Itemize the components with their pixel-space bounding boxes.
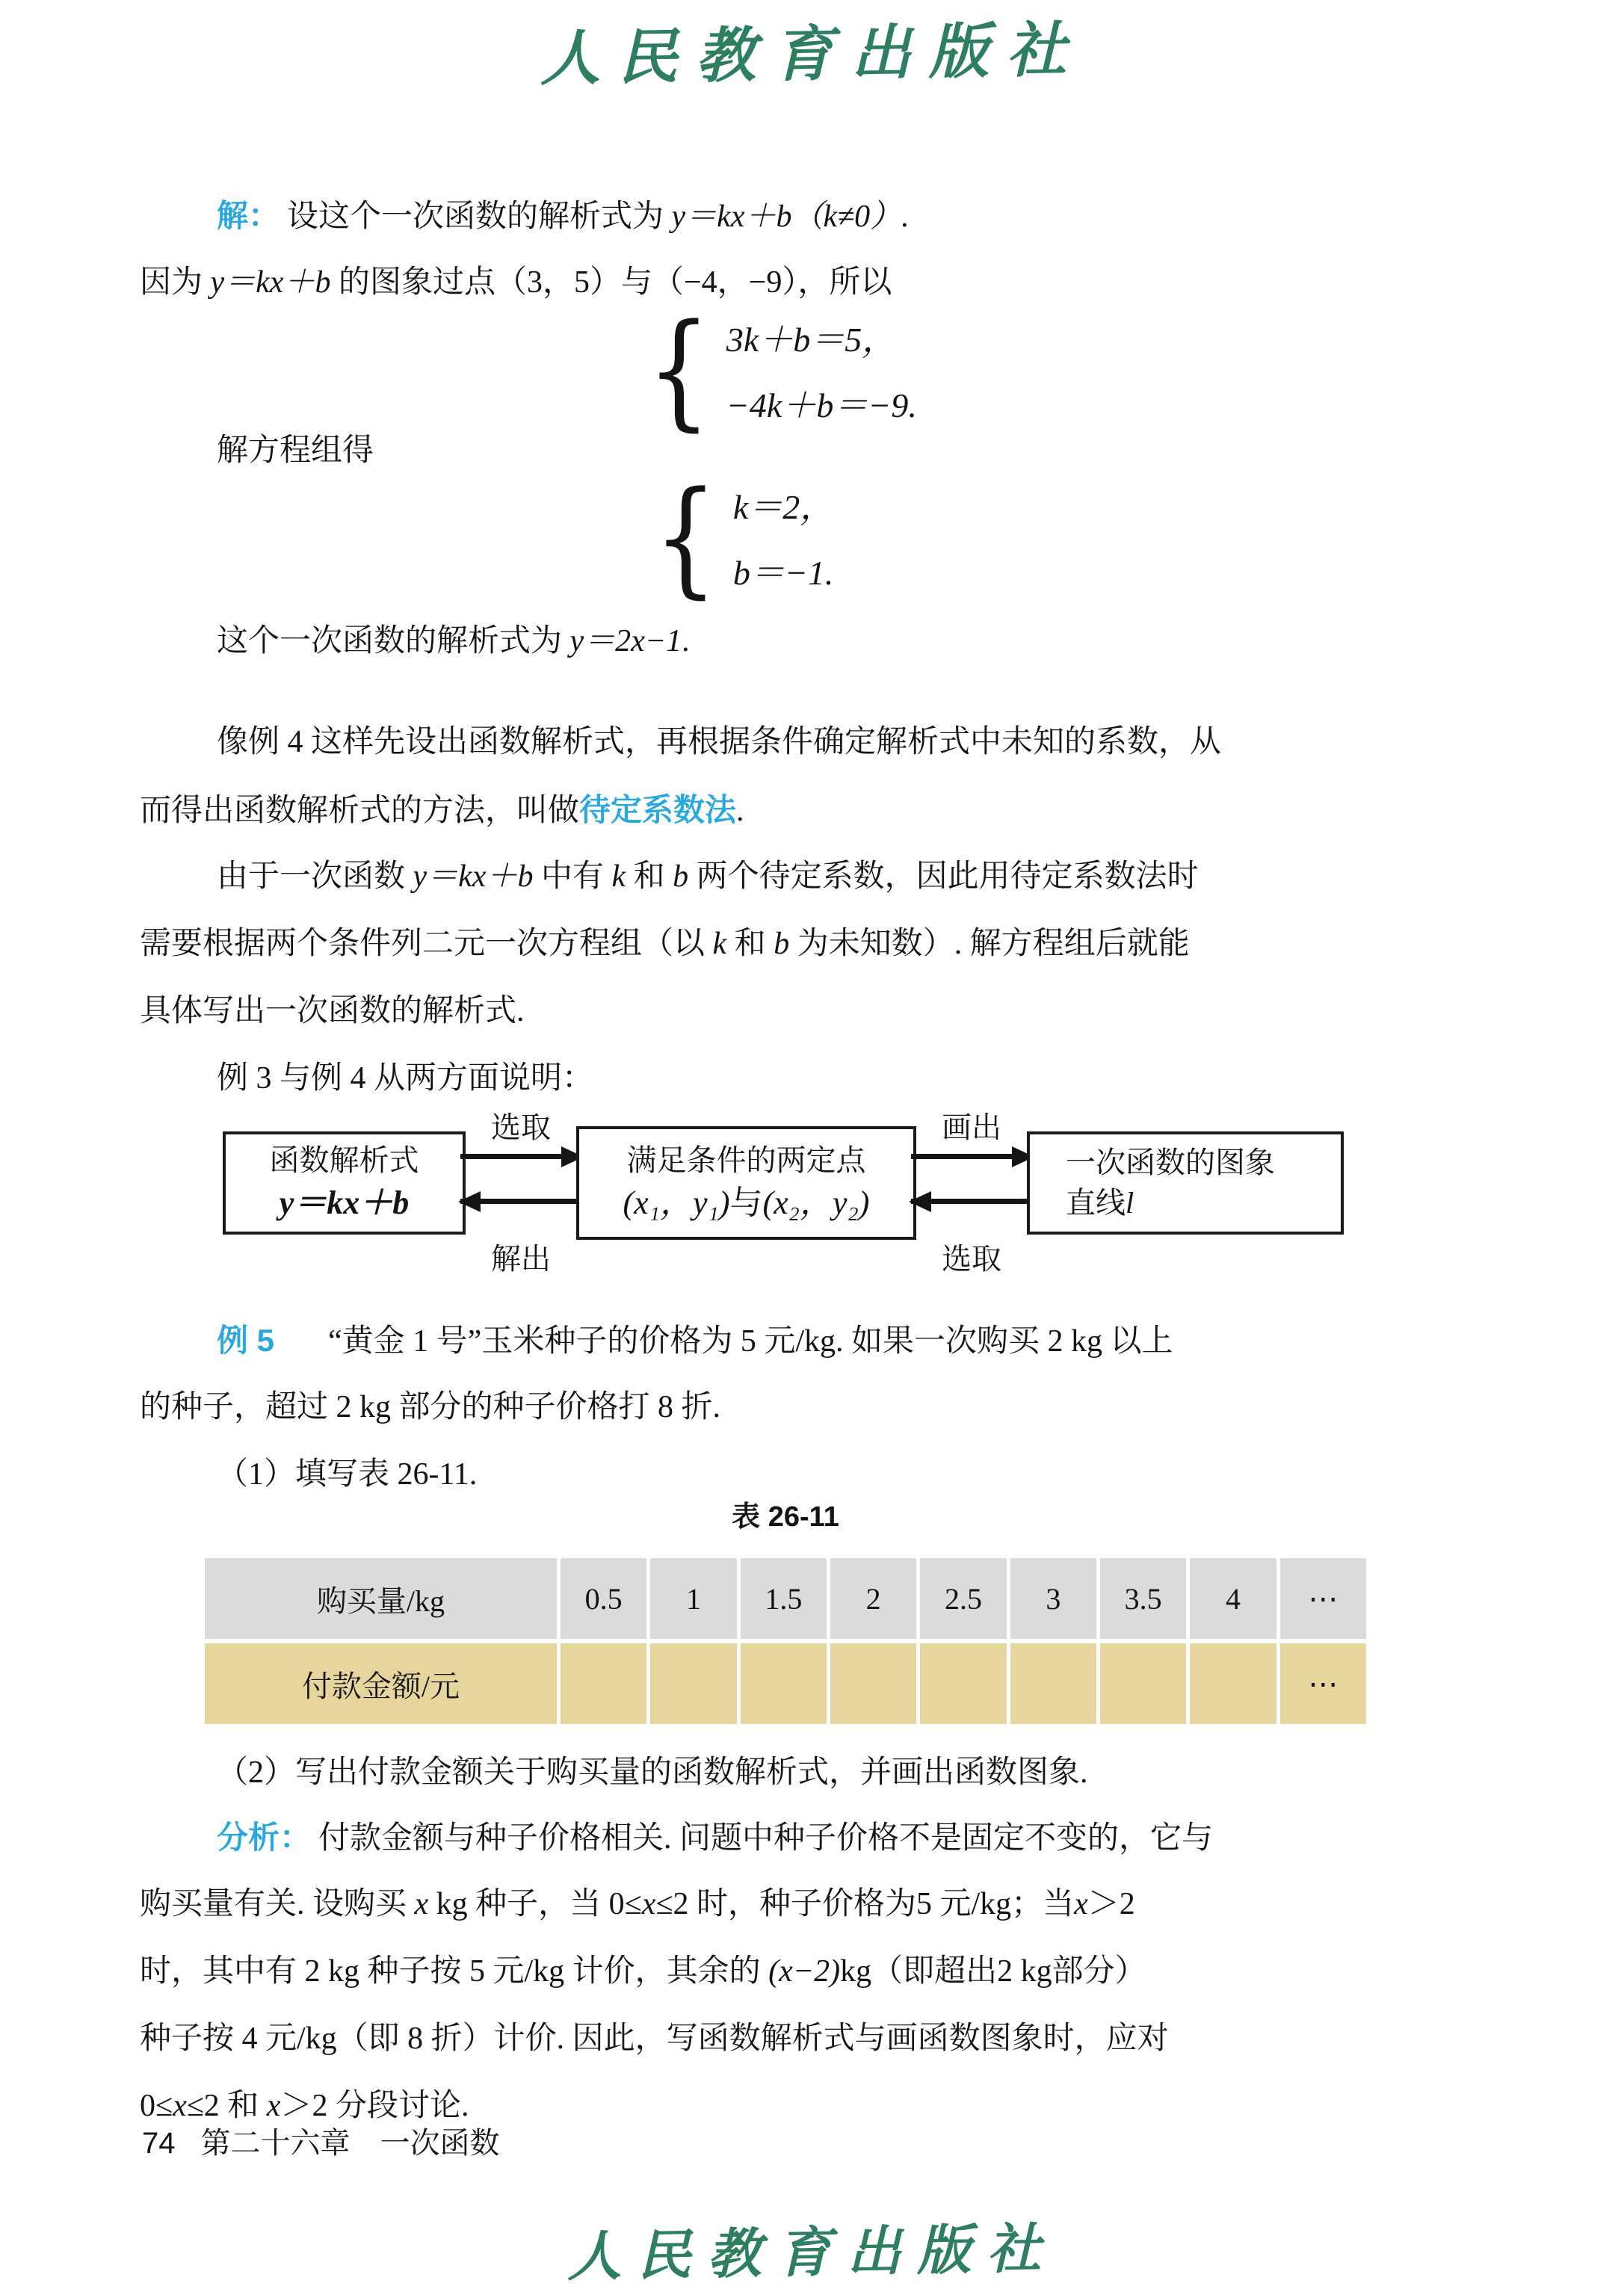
table-cell: 2 xyxy=(830,1558,916,1639)
example5-question-1: （1）填写表 26-11. xyxy=(217,1457,478,1492)
formula-ykxb-2: y＝kx＋b xyxy=(210,265,331,300)
table-cell-empty xyxy=(1010,1643,1096,1724)
solution-line-2-text-b: 的图象过点（3，5）与（−4，−9），所以 xyxy=(330,265,892,300)
para2-l2-a: 需要根据两个条件列二元一次方程组（以 xyxy=(140,927,713,961)
brace-glyph-2: { xyxy=(653,464,718,611)
para1-line-2-text: 而得出函数解析式的方法，叫做 xyxy=(140,794,580,828)
analysis-label: 分析： xyxy=(217,1820,312,1855)
result-text: 这个一次函数的解析式为 xyxy=(217,624,570,658)
arrow-left-icon-2 xyxy=(911,1199,1032,1204)
method-flow-diagram xyxy=(223,1102,1344,1289)
box1-formula: y＝kx＋b xyxy=(279,1184,410,1222)
equation-1b: −4k＋b＝−9. xyxy=(726,386,917,425)
analysis-l5-a: 0≤ xyxy=(140,2089,173,2123)
publisher-logo-bottom: 人民教育出版社 xyxy=(566,2216,1058,2288)
arrow-label-select-1: 选取 xyxy=(491,1111,551,1144)
example5-label: 例 5 xyxy=(217,1323,275,1358)
box2-title: 满足条件的两定点 xyxy=(626,1143,866,1178)
table-cell: 3 xyxy=(1010,1558,1096,1639)
analysis-l3-a: 时，其中有 2 kg 种子按 5 元/kg 计价，其余的 xyxy=(140,1954,769,1989)
solution-line-1 xyxy=(217,197,910,236)
term-undetermined-coefficients: 待定系数法 xyxy=(579,792,737,827)
para2-line-2 xyxy=(140,926,1190,963)
table-cell: 3.5 xyxy=(1100,1558,1186,1639)
equation-2b: b＝−1. xyxy=(732,554,834,593)
analysis-l2-d: ＞2 xyxy=(1087,1887,1135,1921)
var-x-2: x xyxy=(641,1887,656,1921)
table-cell-empty xyxy=(1190,1643,1276,1724)
analysis-line-1 xyxy=(217,1819,1213,1858)
equation-system-2 xyxy=(646,464,835,611)
para1-line-2-period: . xyxy=(736,794,744,828)
var-x-1: x xyxy=(414,1887,429,1921)
table-cell: ⋯ xyxy=(1280,1643,1366,1724)
para2-line-1 xyxy=(217,859,1199,896)
analysis-l2-b: kg 种子，当 0≤ xyxy=(428,1887,642,1921)
arrow-label-select-2: 选取 xyxy=(942,1242,1001,1276)
para2-l1-c: 和 xyxy=(626,859,673,894)
table-cell-empty xyxy=(920,1643,1006,1724)
diagram-box-graph xyxy=(1027,1131,1344,1235)
formula-condition: （k≠0）. xyxy=(791,200,910,234)
solution-line-1-text: 设这个一次函数的解析式为 xyxy=(287,200,672,234)
equation-system-1 xyxy=(639,297,917,443)
analysis-l5-b: ≤2 和 xyxy=(186,2089,267,2123)
box3-line-var: l xyxy=(1126,1186,1134,1220)
table-26-11 xyxy=(205,1558,1366,1724)
para3-line: 例 3 与例 4 从两方面说明： xyxy=(217,1061,594,1096)
publisher-logo-top: 人民教育出版社 xyxy=(539,13,1085,94)
table-cell: 0.5 xyxy=(561,1558,646,1639)
para2-l1-d: 两个待定系数，因此用待定系数法时 xyxy=(688,859,1199,894)
example5-line-2: 的种子，超过 2 kg 部分的种子价格打 8 折. xyxy=(140,1390,721,1424)
arrow-label-draw: 画出 xyxy=(942,1111,1001,1144)
diagram-box-function-expression xyxy=(223,1131,466,1235)
para2-l2-b: 和 xyxy=(726,927,774,961)
box3-title: 一次函数的图象 xyxy=(1066,1146,1275,1179)
table-caption: 表 26-11 xyxy=(732,1501,839,1533)
analysis-line-1-text: 付款金额与种子价格相关. 问题中种子价格不是固定不变的，它与 xyxy=(318,1821,1214,1856)
table-cell: ⋯ xyxy=(1280,1558,1366,1639)
diagram-right-arrows xyxy=(913,1102,1030,1289)
var-b-2: b xyxy=(774,927,790,961)
table-cell-empty xyxy=(741,1643,827,1724)
page-number: 74 xyxy=(142,2127,176,2160)
solution-line-2 xyxy=(140,265,892,302)
box2-and: 与 xyxy=(729,1184,763,1222)
var-x-5: x xyxy=(266,2089,281,2123)
diagram-box-two-points xyxy=(576,1126,916,1240)
box1-title: 函数解析式 xyxy=(269,1143,419,1178)
analysis-line-3 xyxy=(140,1953,1146,1991)
table-cell-empty xyxy=(561,1643,646,1724)
table-row2-header: 付款金额/元 xyxy=(205,1643,557,1724)
table-cell-empty xyxy=(1100,1643,1186,1724)
arrow-label-solve: 解出 xyxy=(491,1242,551,1276)
arrow-right-icon-2 xyxy=(911,1154,1032,1159)
equation-2a: k＝2， xyxy=(732,488,835,527)
para1-line-1: 像例 4 这样先设出函数解析式，再根据条件确定解析式中未知的系数，从 xyxy=(217,725,1222,759)
table-cell: 2.5 xyxy=(920,1558,1006,1639)
page-footer xyxy=(142,2119,500,2162)
arrow-left-icon-1 xyxy=(460,1199,581,1204)
expr-x-minus-2: (x−2) xyxy=(768,1954,841,1989)
var-k-2: k xyxy=(712,927,727,961)
solve-text: 解方程组得 xyxy=(217,433,374,468)
formula-ykxb: y＝kx＋b xyxy=(671,200,792,234)
example5-line-1 xyxy=(217,1322,1173,1361)
para1-line-2 xyxy=(140,791,744,830)
section-title: 一次函数 xyxy=(380,2126,500,2160)
analysis-line-2 xyxy=(140,1886,1135,1924)
equation-1a: 3k＋b＝5， xyxy=(726,321,897,359)
analysis-l2-a: 购买量有关. 设购买 xyxy=(140,1887,415,1921)
formula-ykxb-3: y＝kx＋b xyxy=(413,859,534,894)
table-cell: 1 xyxy=(650,1558,736,1639)
solution-result xyxy=(217,623,690,661)
table-cell: 4 xyxy=(1190,1558,1276,1639)
result-formula: y＝2x−1 xyxy=(569,624,682,658)
var-x-3: x xyxy=(1074,1887,1088,1921)
analysis-line-4: 种子按 4 元/kg（即 8 折）计价. 因此，写函数解析式与画函数图象时，应对 xyxy=(140,2021,1169,2056)
var-x-4: x xyxy=(173,2089,187,2123)
solution-line-2-text-a: 因为 xyxy=(140,265,211,300)
var-k: k xyxy=(611,859,626,894)
var-b: b xyxy=(673,859,689,894)
box3-line-text: 直线 xyxy=(1066,1186,1126,1220)
example5-question-2: （2）写出付款金额关于购买量的函数解析式，并画出函数图象. xyxy=(217,1755,1088,1790)
arrow-right-icon-1 xyxy=(460,1154,581,1159)
para2-l1-a: 由于一次函数 xyxy=(217,859,413,894)
diagram-left-arrows xyxy=(463,1102,579,1289)
chapter-title: 第二十六章 xyxy=(200,2126,351,2160)
example5-line-1-text: “黄金 1 号”玉米种子的价格为 5 元/kg. 如果一次购买 2 kg 以上 xyxy=(328,1324,1173,1359)
para2-line-3: 具体写出一次函数的解析式. xyxy=(140,994,525,1028)
box2-point-2: (x₂，y₂) xyxy=(762,1184,870,1222)
table-row1-header: 购买量/kg xyxy=(205,1558,557,1639)
box2-point-1: (x₁，y₁) xyxy=(623,1184,730,1222)
table-cell-empty xyxy=(830,1643,916,1724)
para2-l2-c: 为未知数）. 解方程组后就能 xyxy=(789,927,1190,961)
analysis-l5-c: ＞2 分段讨论. xyxy=(280,2089,469,2123)
brace-glyph-1: { xyxy=(646,297,711,443)
result-period: . xyxy=(682,624,690,658)
analysis-l3-b: kg（即超出2 kg部分） xyxy=(840,1954,1146,1989)
solution-label: 解： xyxy=(217,198,280,233)
table-cell-empty xyxy=(650,1643,736,1724)
para2-l1-b: 中有 xyxy=(533,859,612,894)
analysis-l2-c: ≤2 时，种子价格为5 元/kg；当 xyxy=(655,1887,1075,1921)
table-cell: 1.5 xyxy=(741,1558,827,1639)
